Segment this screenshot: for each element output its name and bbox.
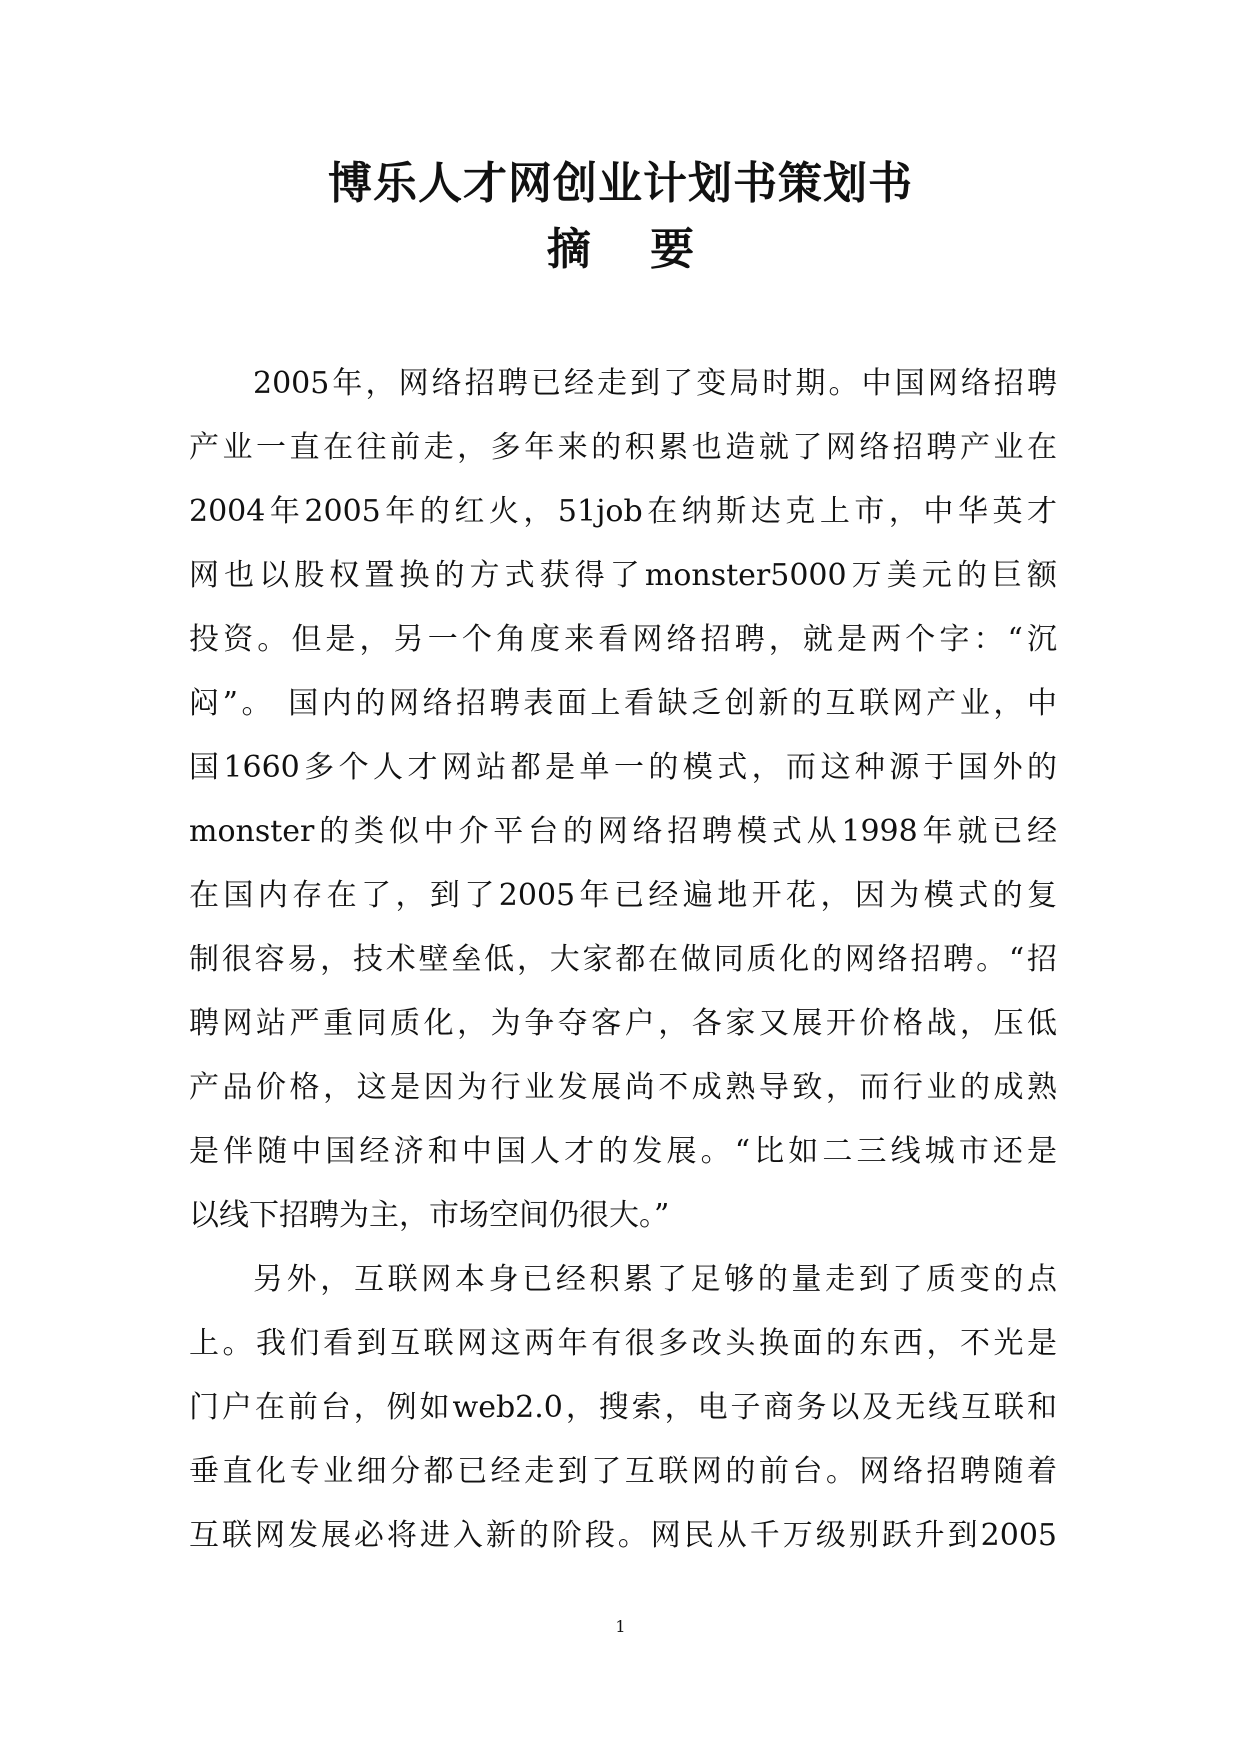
- text-line: 在国内存在了，到了2005年已经遍地开花，因为模式的复: [189, 878, 1057, 913]
- text-line: 2005年，网络招聘已经走到了变局时期。中国网络招聘: [253, 366, 1057, 401]
- text-line: 以线下招聘为主，市场空间仍很大。”: [189, 1198, 670, 1233]
- text-line: 互联网发展必将进入新的阶段。网民从千万级别跃升到2005: [189, 1518, 1057, 1553]
- text-line: 投资。但是，另一个角度来看网络招聘，就是两个字：“沉: [189, 622, 1057, 657]
- text-line: 垂直化专业细分都已经走到了互联网的前台。网络招聘随着: [189, 1454, 1057, 1489]
- text-line: 产业一直在往前走，多年来的积累也造就了网络招聘产业在: [189, 430, 1057, 465]
- text-line: 门户在前台，例如web2.0，搜索，电子商务以及无线互联和: [189, 1390, 1057, 1425]
- text-line: 闷”。 国内的网络招聘表面上看缺乏创新的互联网产业，中: [189, 686, 1057, 721]
- text-line: 国1660多个人才网站都是单一的模式，而这种源于国外的: [189, 750, 1057, 785]
- text-line: 网也以股权置换的方式获得了monster5000万美元的巨额: [189, 558, 1057, 593]
- text-line: 另外，互联网本身已经积累了足够的量走到了质变的点: [253, 1262, 1057, 1297]
- text-line: 2004年2005年的红火，51job在纳斯达克上市，中华英才: [189, 494, 1057, 529]
- body-text: [189, 352, 1057, 1568]
- text-line: 是伴随中国经济和中国人才的发展。“比如二三线城市还是: [189, 1134, 1057, 1169]
- document-title: 博乐人才网创业计划书策划书: [328, 158, 913, 209]
- text-line: monster的类似中介平台的网络招聘模式从1998年就已经: [189, 814, 1057, 849]
- text-line: 制很容易，技术壁垒低，大家都在做同质化的网络招聘。“招: [189, 942, 1057, 977]
- paragraph-1: [189, 352, 1057, 1248]
- text-line: 聘网站严重同质化，为争夺客户，各家又展开价格战，压低: [189, 1006, 1057, 1041]
- text-line: 上。我们看到互联网这两年有很多改头换面的东西，不光是: [189, 1326, 1057, 1361]
- page-number: 1: [615, 1617, 626, 1636]
- paragraph-2: [189, 1248, 1057, 1568]
- text-line: 产品价格，这是因为行业发展尚不成熟导致，而行业的成熟: [189, 1070, 1057, 1105]
- section-heading: 摘 要: [546, 224, 717, 275]
